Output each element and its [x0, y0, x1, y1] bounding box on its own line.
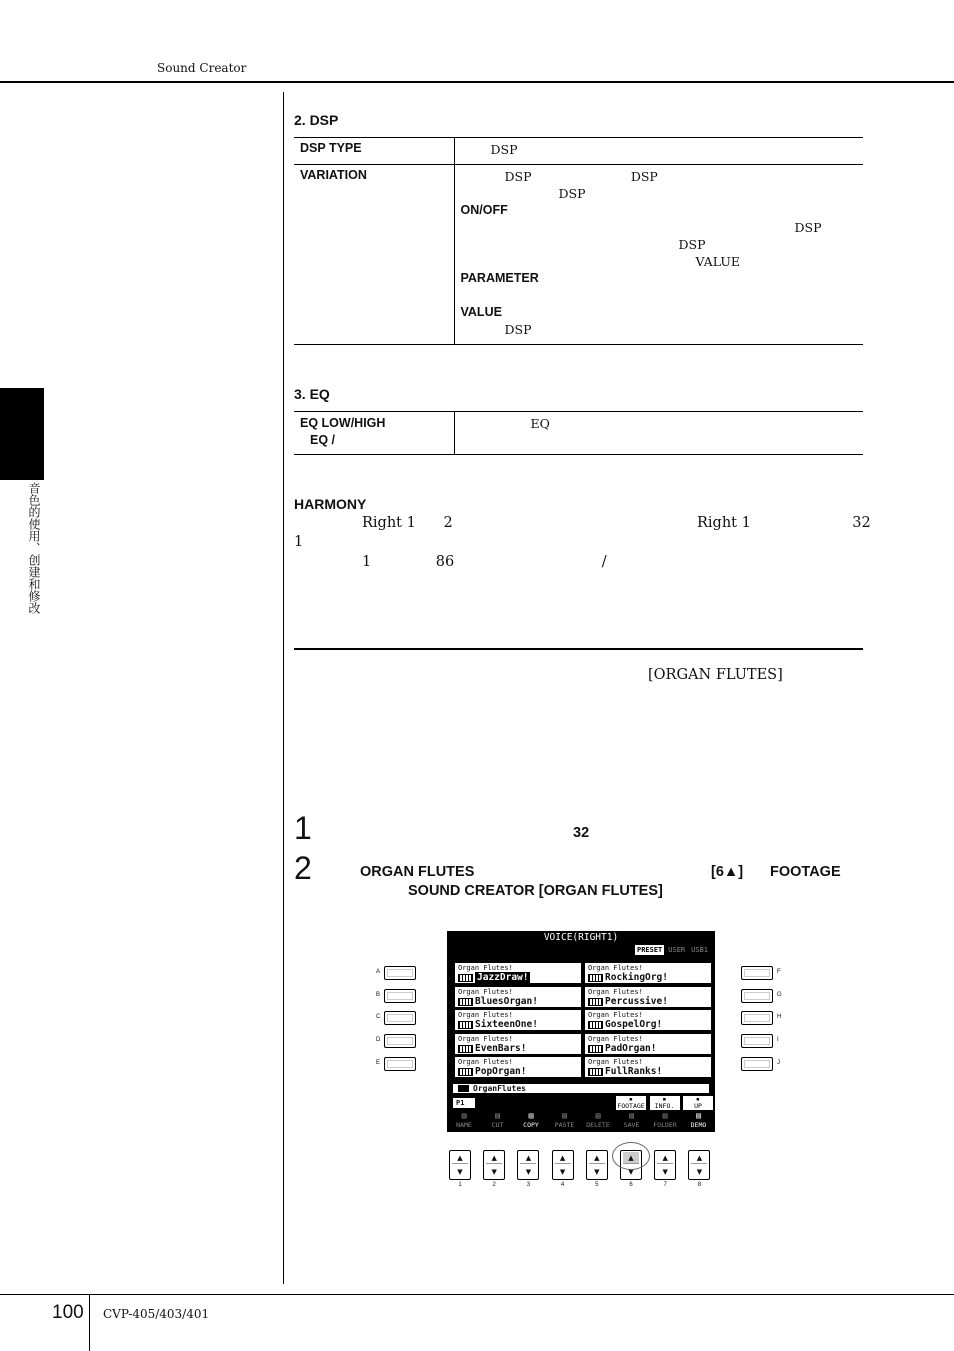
eq-label-line2: EQ / — [310, 433, 336, 447]
voice-category: Organ Flutes! — [458, 1034, 513, 1043]
lcd-function-demo — [684, 1110, 714, 1131]
function-icon: ▪ — [696, 1095, 700, 1103]
voice-item[interactable] — [454, 1056, 582, 1078]
lcd-function-folder — [650, 1110, 680, 1131]
keyboard-icon — [588, 1045, 603, 1053]
description-line: VALUE — [460, 305, 502, 319]
folder-name: OrganFlutes — [473, 1084, 526, 1093]
keyboard-icon — [588, 1021, 603, 1029]
voice-category: Organ Flutes! — [588, 1034, 643, 1043]
voice-name: RockingOrg! — [605, 972, 668, 983]
voice-name: EvenBars! — [475, 1042, 527, 1054]
lcd-screen — [447, 931, 715, 1132]
bottom-button-number: 3 — [526, 1182, 531, 1188]
running-header: Sound Creator — [157, 61, 247, 75]
voice-item[interactable] — [584, 986, 712, 1008]
side-button-i[interactable] — [741, 1034, 773, 1048]
down-arrow-icon: ▼ — [559, 1168, 566, 1176]
bottom-button-number: 2 — [492, 1182, 496, 1188]
step-1-number: 1 — [294, 810, 312, 846]
lcd-function-delete — [583, 1110, 613, 1131]
voice-category: Organ Flutes! — [458, 1011, 513, 1019]
voice-item[interactable] — [584, 1033, 712, 1055]
function-icon: ▤ — [461, 1111, 467, 1120]
folder-icon — [458, 1085, 469, 1092]
step-2-number: 2 — [294, 850, 312, 886]
voice-name: Percussive! — [605, 995, 668, 1007]
down-arrow-icon: ▼ — [628, 1168, 634, 1176]
side-button-label: G — [777, 991, 782, 998]
dsp-parameter-table — [294, 137, 863, 345]
voice-name: PopOrgan! — [475, 1066, 527, 1077]
voice-item[interactable] — [454, 962, 582, 984]
description-line: ON/OFF — [460, 203, 508, 217]
side-button-label: H — [777, 1014, 782, 1021]
side-button-f[interactable] — [741, 966, 773, 980]
param-label: DSP TYPE — [294, 138, 454, 165]
description-line: DSP DSP — [504, 169, 658, 184]
function-icon: ▪ — [662, 1095, 667, 1103]
description-line: DSP — [558, 186, 586, 201]
bottom-button-number: 4 — [560, 1182, 565, 1188]
side-button-label: C — [376, 1014, 381, 1021]
up-arrow-icon: ▲ — [486, 1152, 502, 1164]
voice-name: PadOrgan! — [605, 1042, 657, 1054]
voice-item[interactable] — [584, 962, 712, 984]
bottom-button-8[interactable] — [688, 1150, 710, 1180]
side-button-e[interactable] — [384, 1057, 416, 1071]
side-button-label: B — [376, 991, 381, 998]
step-2-sound-creator: SOUND CREATOR [ORGAN FLUTES] — [408, 883, 663, 899]
side-button-label: E — [376, 1059, 381, 1066]
up-arrow-icon: ▲ — [452, 1152, 468, 1164]
side-button-a[interactable] — [384, 966, 416, 980]
function-label: SAVE — [623, 1121, 640, 1129]
harmony-line-1: Right 1 2 Right 1 32 — [362, 515, 871, 531]
table-row — [294, 165, 863, 345]
param-label — [294, 412, 454, 455]
up-arrow-icon: ▲ — [657, 1152, 673, 1164]
side-button-d[interactable] — [384, 1034, 416, 1048]
side-button-h[interactable] — [741, 1011, 773, 1025]
voice-name: FullRanks! — [605, 1066, 663, 1077]
model-name: CVP-405/403/401 — [103, 1307, 210, 1321]
bottom-button-number: 5 — [595, 1182, 599, 1188]
keyboard-icon — [458, 974, 473, 982]
down-arrow-icon: ▼ — [457, 1168, 463, 1176]
voice-category: Organ Flutes! — [588, 1011, 643, 1019]
description-line: EQ — [530, 416, 550, 431]
bottom-button-7[interactable] — [654, 1150, 676, 1180]
side-button-b[interactable] — [384, 989, 416, 1003]
lcd-upper-function — [650, 1096, 680, 1110]
function-icon: ▤ — [696, 1111, 701, 1120]
side-button-g[interactable] — [741, 989, 773, 1003]
bottom-button-1[interactable] — [449, 1150, 471, 1180]
function-label: DEMO — [690, 1121, 707, 1129]
function-label: COPY — [523, 1121, 539, 1129]
keyboard-icon — [458, 1045, 473, 1053]
up-arrow-icon: ▲ — [555, 1152, 571, 1164]
eq-label-line1: EQ LOW/HIGH — [300, 416, 386, 430]
side-button-label: J — [777, 1059, 780, 1066]
bottom-button-5[interactable] — [586, 1150, 608, 1180]
description-line: VALUE — [695, 254, 740, 269]
keyboard-icon — [458, 998, 473, 1006]
eq-section-title: 3. EQ — [294, 386, 330, 402]
side-button-label: A — [376, 969, 381, 975]
function-icon: ▤ — [662, 1111, 668, 1120]
table-row — [294, 412, 863, 455]
bottom-button-number: 8 — [697, 1182, 702, 1188]
function-label: DELETE — [586, 1121, 610, 1129]
voice-item[interactable] — [584, 1009, 712, 1031]
lcd-title: VOICE(RIGHT1) — [543, 932, 619, 943]
description-line: DSP — [678, 237, 706, 252]
voice-category: Organ Flutes! — [458, 1058, 513, 1066]
step-2-organ-flutes: ORGAN FLUTES — [360, 864, 475, 880]
function-icon: ▪ — [629, 1095, 633, 1103]
param-label: VARIATION — [294, 165, 454, 345]
up-arrow-icon: ▲ — [520, 1152, 536, 1164]
lcd-folder-path — [452, 1083, 710, 1094]
param-description — [454, 412, 863, 455]
down-arrow-icon: ▼ — [525, 1168, 532, 1176]
lcd-upper-function — [683, 1096, 713, 1110]
side-button-label: F — [777, 969, 781, 975]
down-arrow-icon: ▼ — [662, 1168, 668, 1176]
side-button-label: I — [777, 1037, 779, 1044]
down-arrow-icon: ▼ — [696, 1168, 703, 1176]
keyboard-icon — [588, 1068, 603, 1076]
section-rule — [294, 648, 863, 650]
voice-category: Organ Flutes! — [588, 1058, 643, 1066]
keyboard-icon — [588, 998, 603, 1006]
lcd-upper-function — [616, 1096, 646, 1110]
lcd-tabs — [635, 945, 710, 955]
voice-name: JazzDraw! — [477, 972, 529, 983]
step-1-text: 32 — [573, 825, 590, 841]
description-line: DSP — [504, 322, 532, 337]
voice-category: Organ Flutes! — [458, 987, 513, 996]
voice-item[interactable] — [454, 1009, 582, 1031]
voice-category: Organ Flutes! — [588, 964, 643, 972]
bottom-button-number: 7 — [663, 1182, 667, 1188]
header-rule — [0, 81, 954, 83]
function-label: INFO. — [654, 1102, 675, 1110]
voice-item[interactable] — [454, 986, 582, 1008]
function-icon: ▤ — [629, 1111, 634, 1120]
bottom-button-number: 1 — [458, 1182, 462, 1188]
bottom-button-4[interactable] — [552, 1150, 574, 1180]
lcd-function-paste — [550, 1110, 580, 1131]
up-arrow-icon: ▲ — [623, 1152, 639, 1164]
column-rule — [283, 92, 284, 1284]
footer-rule — [0, 1294, 954, 1295]
down-arrow-icon: ▼ — [491, 1168, 497, 1176]
description-line — [461, 287, 858, 304]
description-line: DSP — [794, 220, 822, 235]
keyboard-icon — [588, 974, 603, 982]
up-arrow-icon: ▲ — [589, 1152, 605, 1164]
lcd-function-cut — [483, 1110, 513, 1131]
function-label: UP — [694, 1102, 702, 1110]
harmony-line-3: 1 86 / — [362, 554, 607, 570]
voice-category: Organ Flutes! — [588, 987, 643, 996]
param-description — [454, 165, 863, 345]
description-line: DSP — [490, 142, 518, 157]
lcd-tab-user[interactable]: USER — [668, 946, 686, 954]
keyboard-icon — [458, 1021, 473, 1029]
function-label: NAME — [456, 1121, 472, 1129]
voice-name: BluesOrgan! — [475, 995, 538, 1007]
lcd-tab-preset[interactable]: PRESET — [636, 946, 663, 954]
description-line: PARAMETER — [460, 271, 539, 285]
page-number: 100 — [52, 1302, 84, 1323]
bottom-button-3[interactable] — [517, 1150, 539, 1180]
voice-name: GospelOrg! — [605, 1019, 663, 1030]
step-2-button-ref: [6▲] — [711, 864, 744, 880]
up-arrow-icon: ▲ — [691, 1152, 707, 1164]
function-icon: ▤ — [562, 1111, 567, 1120]
side-button-j[interactable] — [741, 1057, 773, 1071]
function-icon: ▤ — [595, 1111, 601, 1120]
side-button-c[interactable] — [384, 1011, 416, 1025]
voice-item[interactable] — [454, 1033, 582, 1055]
table-row — [294, 138, 863, 165]
lcd-function-name — [449, 1110, 479, 1131]
function-label: PASTE — [554, 1121, 575, 1129]
harmony-line-2: 1 — [294, 534, 304, 550]
function-label: CUT — [491, 1121, 504, 1129]
function-label: FOOTAGE — [617, 1102, 645, 1110]
lcd-tab-usb1[interactable]: USB1 — [691, 946, 708, 954]
bottom-button-number: 6 — [629, 1182, 633, 1188]
param-description — [454, 138, 863, 165]
down-arrow-icon: ▼ — [594, 1168, 600, 1176]
chapter-tab — [0, 388, 44, 480]
voice-name: SixteenOne! — [475, 1019, 538, 1030]
function-icon: ▤ — [528, 1111, 534, 1120]
harmony-title: HARMONY — [294, 496, 367, 512]
function-icon: ▤ — [495, 1111, 500, 1120]
keyboard-icon — [458, 1068, 473, 1076]
bottom-button-2[interactable] — [483, 1150, 505, 1180]
function-label: FOLDER — [653, 1121, 677, 1129]
voice-item[interactable] — [584, 1056, 712, 1078]
chapter-title: 音色的使用、创建和修改 — [27, 482, 41, 614]
lcd-function-save — [617, 1110, 647, 1131]
lcd-function-copy — [516, 1110, 546, 1131]
lcd-page-indicator: P1 — [453, 1098, 475, 1108]
voice-category: Organ Flutes! — [458, 964, 513, 972]
organ-flutes-ref: [ORGAN FLUTES] — [648, 667, 783, 683]
side-button-label: D — [376, 1037, 381, 1044]
footer-divider — [89, 1294, 90, 1351]
eq-parameter-table — [294, 411, 863, 455]
step-2-footage: FOOTAGE — [770, 864, 841, 880]
button-6-highlight — [612, 1142, 650, 1170]
dsp-section-title: 2. DSP — [294, 112, 339, 128]
